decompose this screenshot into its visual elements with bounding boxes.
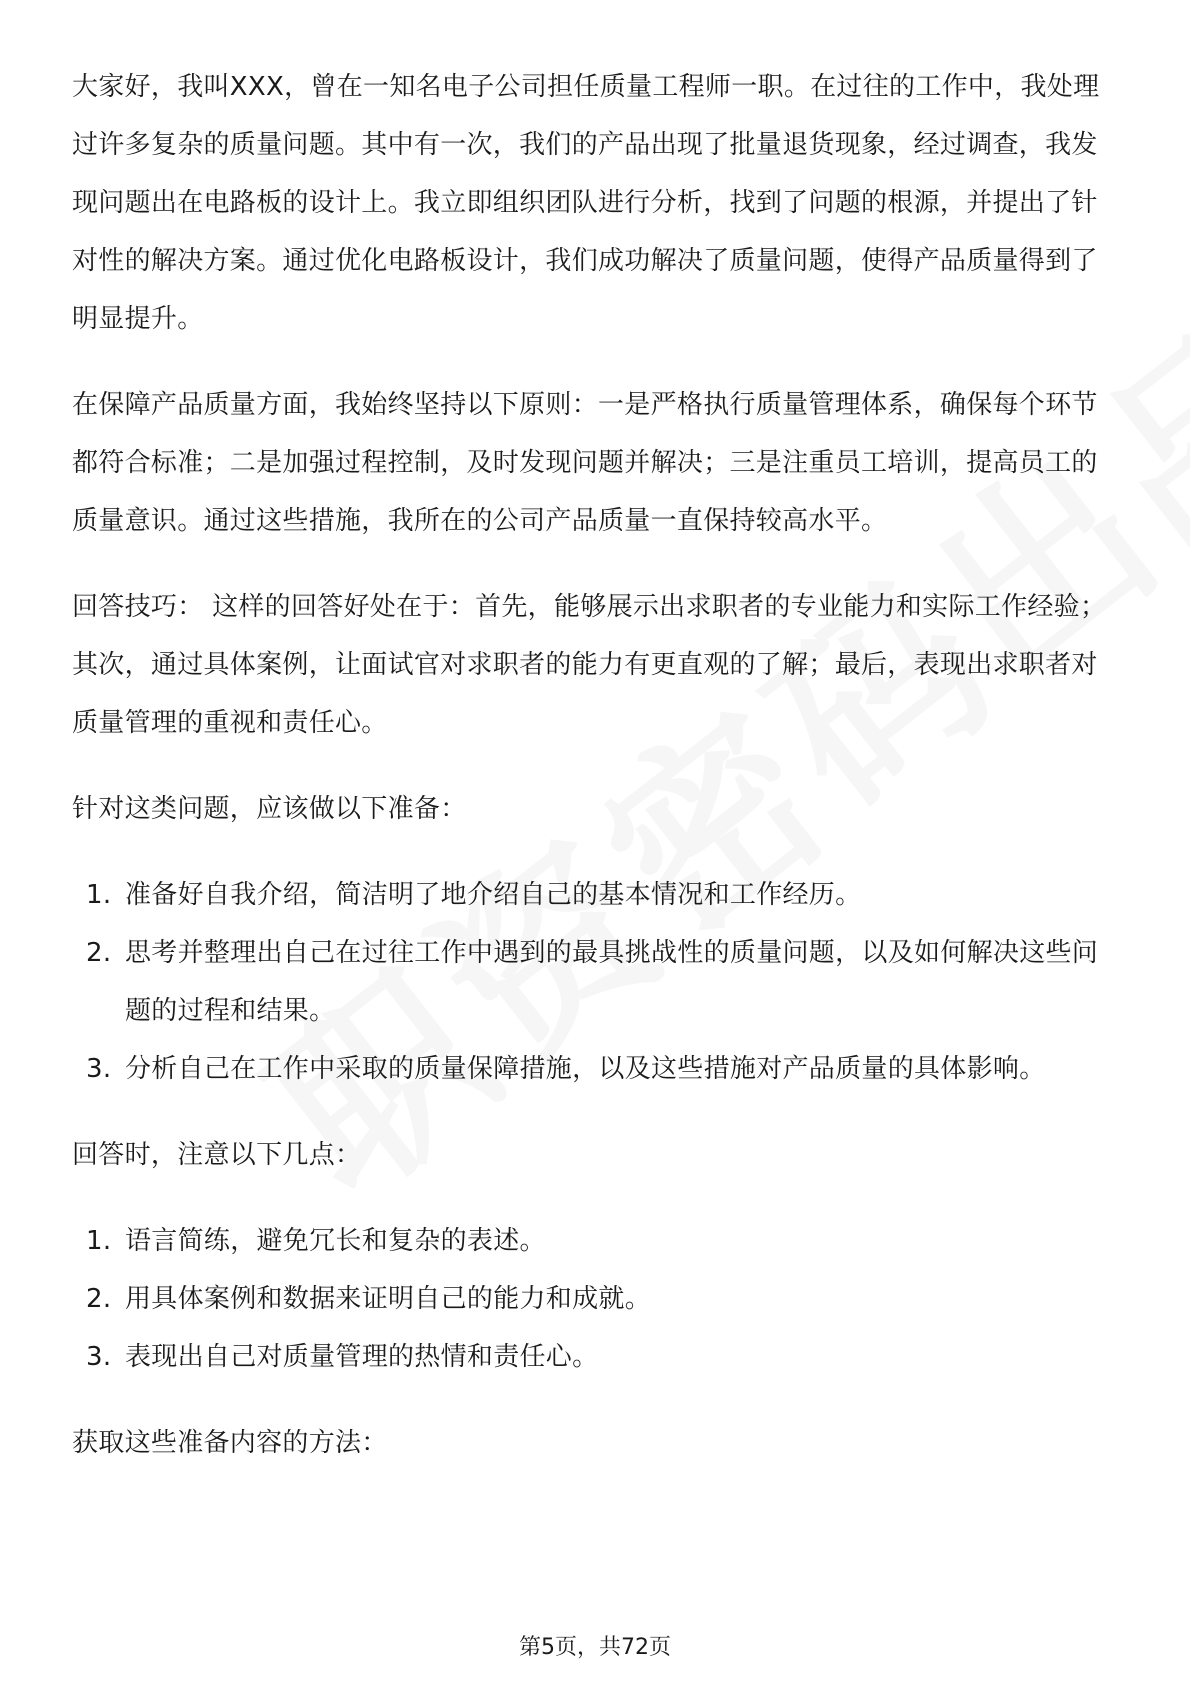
paragraph-principles: 在保障产品质量方面，我始终坚持以下原则：一是严格执行质量管理体系，确保每个环节都符合标准；二是加强过程控制，及时发现问题并解决；三是注重员工培训，提高员工的质量意识。通过这些措施，我所在的公司产品质量一直保持较高水平。	[72, 390, 1098, 536]
list-text: 分析自己在工作中采取的质量保障措施，以及这些措施对产品质量的具体影响。	[125, 1054, 1046, 1084]
list-text: 用具体案例和数据来证明自己的能力和成就。	[125, 1284, 652, 1314]
list-item	[72, 1212, 1122, 1270]
preparation-list	[72, 866, 1122, 1098]
list-number: 1.	[86, 1226, 112, 1256]
heading-methods: 获取这些准备内容的方法：	[72, 1428, 388, 1458]
paragraph-intro: 大家好，我叫XXX，曾在一知名电子公司担任质量工程师一职。在过往的工作中，我处理过许多复杂的质量问题。其中有一次，我们的产品出现了批量退货现象，经过调查，我发现问题出在电路板的设计上。我立即组织团队进行分析，找到了问题的根源，并提出了针对性的解决方案。通过优化电路板设计，我们成功解决了质量问题，使得产品质量得到了明显提升。	[72, 72, 1100, 334]
list-item	[72, 924, 1122, 1040]
notes-list	[72, 1212, 1122, 1386]
document-body	[72, 58, 1122, 1500]
list-text: 语言简练，避免冗长和复杂的表述。	[125, 1226, 546, 1256]
heading-preparation: 针对这类问题，应该做以下准备：	[72, 794, 467, 824]
list-item	[72, 1270, 1122, 1328]
heading-notes: 回答时，注意以下几点：	[72, 1140, 362, 1170]
list-number: 3.	[86, 1342, 112, 1372]
list-number: 2.	[86, 1284, 112, 1314]
list-number: 1.	[86, 880, 112, 910]
list-number: 2.	[86, 938, 112, 968]
list-item	[72, 1328, 1122, 1386]
paragraph-tips: 回答技巧： 这样的回答好处在于：首先，能够展示出求职者的专业能力和实际工作经验；其次，通过具体案例，让面试官对求职者的能力有更直观的了解；最后，表现出求职者对质量管理的重视和责任心。	[72, 592, 1107, 738]
page-number: 第5页，共72页	[519, 1635, 671, 1660]
list-number: 3.	[86, 1054, 112, 1084]
list-item	[72, 866, 1122, 924]
list-text: 思考并整理出自己在过往工作中遇到的最具挑战性的质量问题，以及如何解决这些问题的过程和结果。	[125, 938, 1099, 1026]
list-item	[72, 1040, 1122, 1098]
list-text: 准备好自我介绍，简洁明了地介绍自己的基本情况和工作经历。	[125, 880, 862, 910]
list-text: 表现出自己对质量管理的热情和责任心。	[125, 1342, 599, 1372]
